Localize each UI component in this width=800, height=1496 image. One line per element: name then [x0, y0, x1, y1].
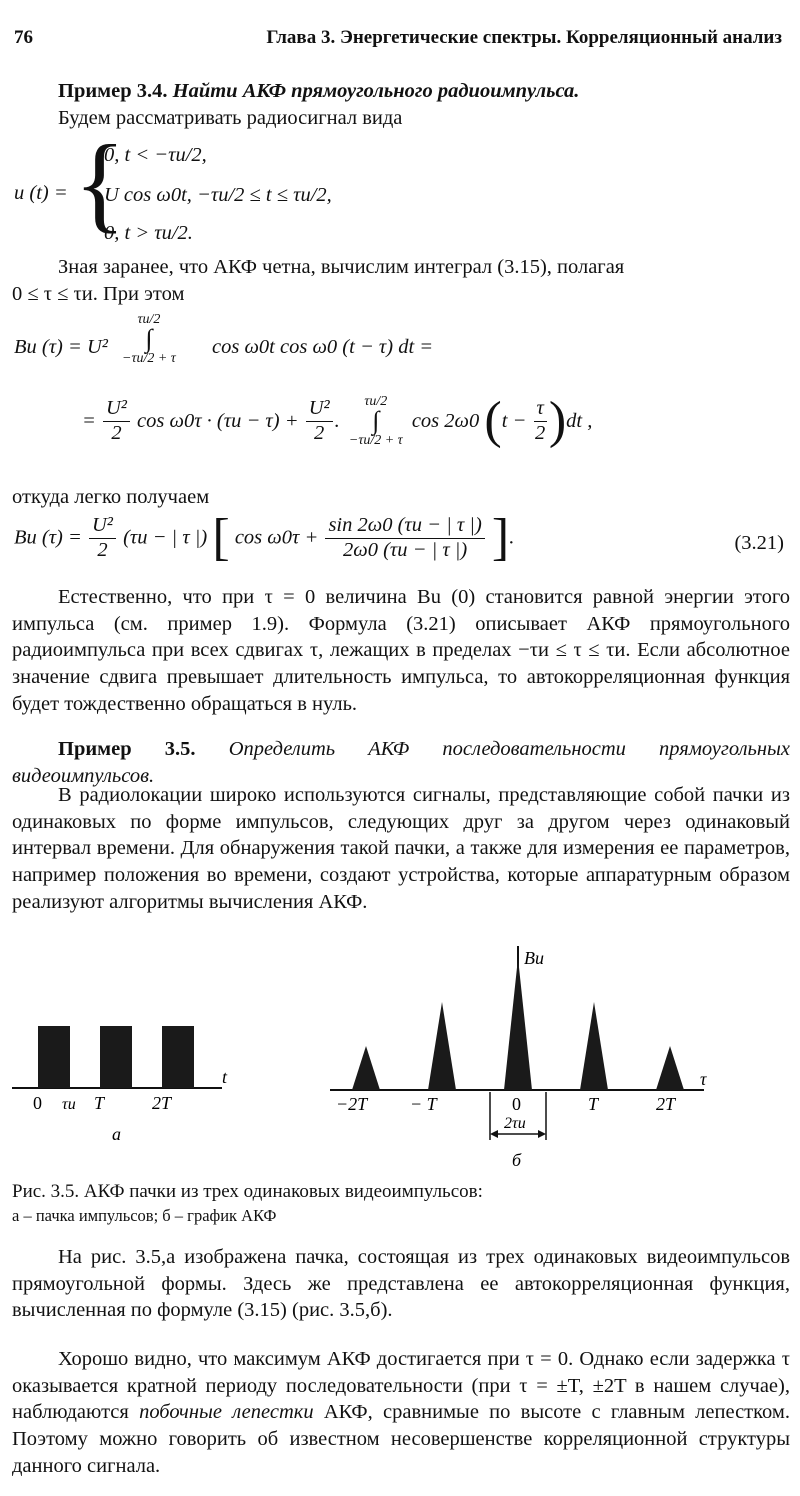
- page-number: 76: [14, 27, 33, 48]
- signal-lhs: u (t) =: [14, 182, 68, 204]
- width-arrowhead-right: [538, 1130, 546, 1138]
- equation-number: (3.21): [734, 532, 784, 554]
- panel-b-tick-minus-2T: −2T: [336, 1094, 368, 1114]
- paragraph-2-text: откуда легко получаем: [12, 486, 210, 508]
- eq-321-coef: (τи − | τ |): [123, 526, 208, 549]
- paragraph-6: [12, 1346, 790, 1479]
- caption-line-2: а – пачка импульсов; б – график АКФ: [12, 1205, 277, 1225]
- paragraph-6-part-2: АКФ, сравнимые по высоте с главным лепестком. Поэтому можно говорить об известном несовершенстве корреляционной структуры данного сигнала.: [12, 1401, 791, 1477]
- paragraph-3-text: Естественно, что при τ = 0 величина Bu (0) становится равной энергии этого импульса (см. пример 1.9). Формула (3.21) описывает АКФ прямоугольного радиоимпульса при всех сдвигах τ, лежащих в пределах −τи ≤ τ ≤ τи. Если абсолютное значение сдвига превышает длительность импульса, то автокорреляционная функция будет тождественно обращаться в нуль.: [12, 586, 790, 715]
- acf-peak: [352, 1046, 380, 1090]
- integral-sign-second: τи/2 ∫ −τи/2 + τ: [348, 394, 403, 448]
- acf-peak: [656, 1046, 684, 1090]
- figure-caption: [12, 1180, 790, 1226]
- fraction-u2-over-2: $\frac{\text{U²}}{2}$: [103, 397, 130, 445]
- paragraph-2: [12, 484, 790, 511]
- eq-321-lhs: Bu (τ) =: [14, 526, 82, 549]
- acf-peak: [504, 958, 532, 1090]
- acf-peak: [580, 1002, 608, 1090]
- integrand: cos ω0t cos ω0 (t − τ) dt =: [212, 336, 434, 358]
- acf-peaks: [352, 958, 684, 1090]
- equation-signal: [12, 124, 790, 248]
- term-2: cos 2ω0: [411, 409, 480, 432]
- integral-lower-limit: −τи/2 + τ: [122, 350, 176, 366]
- panel-a-tick-T: T: [94, 1093, 105, 1113]
- signal-case-1: 0, t < −τи/2,: [104, 144, 207, 166]
- eq-321-fraction: $\frac{\text{U²}}{2}$: [89, 514, 116, 562]
- width-arrowhead-left: [490, 1130, 498, 1138]
- example-34-label: Пример 3.4.: [58, 80, 168, 102]
- panel-b-tick-T: T: [588, 1094, 599, 1114]
- paragraph-6-italic-term: побочные лепестки: [139, 1401, 314, 1424]
- pulse-3: [162, 1026, 194, 1088]
- panel-a-tick-0: 0: [33, 1093, 42, 1113]
- paragraph-1-line-1: Зная заранее, что АКФ четна, вычислим интеграл (3.15), полагая: [58, 256, 625, 278]
- panel-b-width-label: 2τи: [504, 1115, 526, 1132]
- chapter-title: Глава 3. Энергетические спектры. Корреляционный анализ: [266, 27, 782, 48]
- dt-end: dt ,: [566, 409, 593, 432]
- panel-b-y-label: Bu: [524, 948, 544, 968]
- cases-brace: {: [74, 124, 126, 243]
- panel-b-acf-plot: [330, 946, 707, 1170]
- paragraph-6-part-1: Хорошо видно, что максимум АКФ достигается при τ = 0. Однако если задержка τ оказывается кратной периоду последовательности (при τ = ±T, ±2T в нашем случае), наблюдаются: [12, 1348, 790, 1424]
- paragraph-3: [12, 584, 790, 717]
- paragraph-4: [12, 782, 790, 915]
- example-34-intro: Будем рассматривать радиосигнал вида: [58, 106, 403, 129]
- fraction-tau-over-2: $\frac{\tau}{2}$: [535, 397, 546, 444]
- paragraph-5-text: На рис. 3.5,а изображена пачка, состоящая из трех одинаковых видеоимпульсов прямоугольной формы. Здесь же представлена ее автокорреляционная функция, вычисленная по формуле (3.15) (рис. 3.5,б).: [12, 1246, 790, 1322]
- panel-a-pulse-train: [12, 1026, 228, 1144]
- panel-a-tick-tau: τи: [62, 1096, 76, 1113]
- acf-peak: [428, 1002, 456, 1090]
- equation-integral-line-2: = $\frac{\text{U²}}{2}$ cos ω0τ · (τи − τ) + $\frac{\text{U²}}{2}$ . τи/2 ∫ −τи/2 + τ cos 2ω0 (t − $\frac{\tau}{2}$ )dt ,: [82, 392, 593, 450]
- paragraph-6-text: [12, 1346, 790, 1479]
- integral-upper-limit: τи/2: [137, 312, 161, 327]
- equation-integral-line-1: [12, 312, 790, 384]
- caption-line-1: Рис. 3.5. АКФ пачки из трех одинаковых видеоимпульсов:: [12, 1181, 483, 1202]
- example-34-title: Найти АКФ прямоугольного радиоимпульса.: [172, 80, 580, 102]
- pulse-1: [38, 1026, 70, 1088]
- integral-lhs: Bu (τ) = U²: [14, 336, 108, 358]
- panel-a-label: а: [112, 1124, 121, 1144]
- paragraph-1: [12, 254, 790, 307]
- paragraph-4-text: В радиолокации широко используются сигналы, представляющие собой пачки из одинаковых по форме импульсов, следующих друг за другом через одинаковый интервал времени. Для обнаружения такой пачки, а также для измерения ее параметров, например положения во времени, создают устройства, которые аппаратурным образом реализуют алгоритмы вычисления АКФ.: [12, 784, 790, 913]
- eq-321-sinc-fraction: $\frac{\sin 2\omega 0 (\tau и - | \tau |)}{2\omega 0 (\tau и - | \tau |)}$: [325, 514, 484, 562]
- integral-sign: τи/2 ∫ −τи/2 + τ: [122, 312, 176, 366]
- paragraph-1-line-2: 0 ≤ τ ≤ τи. При этом: [12, 282, 185, 305]
- eq-321-cos: cos ω0τ +: [234, 526, 319, 549]
- figure-3-5: [0, 940, 800, 1174]
- signal-case-3: 0, t > τи/2.: [104, 222, 193, 244]
- signal-case-2: U cos ω0t, −τи/2 ≤ t ≤ τи/2,: [104, 184, 332, 206]
- equation-3-21: Bu (τ) = $\frac{\text{U²}}{2}$ (τи − | τ |) [ cos ω0τ + $\frac{\sin 2\omega 0 (\tau и - | \tau |)}{2\omega 0 (\tau и - | \tau |)}$ ]. (3.21): [14, 509, 784, 566]
- paragraph-5: [12, 1244, 790, 1324]
- panel-b-tick-0: 0: [512, 1094, 521, 1114]
- panel-b-label: б: [512, 1150, 522, 1170]
- panel-b-tick-2T: 2T: [656, 1094, 676, 1114]
- fraction-u2-over-2-second: $\frac{\text{U²}}{2}$: [306, 397, 333, 445]
- dot: .: [334, 409, 340, 432]
- panel-a-tick-2T: 2T: [152, 1093, 172, 1113]
- equals-sign: =: [82, 409, 96, 432]
- page-header: [12, 26, 788, 56]
- panel-b-axis-label: τ: [700, 1069, 707, 1089]
- panel-a-axis-label: t: [222, 1067, 228, 1087]
- example-34-heading: [12, 78, 790, 131]
- example-35-label: Пример 3.5.: [58, 738, 196, 760]
- example-35-title: Определить АКФ последовательности прямоугольных видеоимпульсов.: [12, 738, 790, 787]
- pulse-2: [100, 1026, 132, 1088]
- panel-b-tick-minus-T: − T: [410, 1094, 437, 1114]
- term-1: cos ω0τ · (τи − τ) +: [137, 409, 299, 432]
